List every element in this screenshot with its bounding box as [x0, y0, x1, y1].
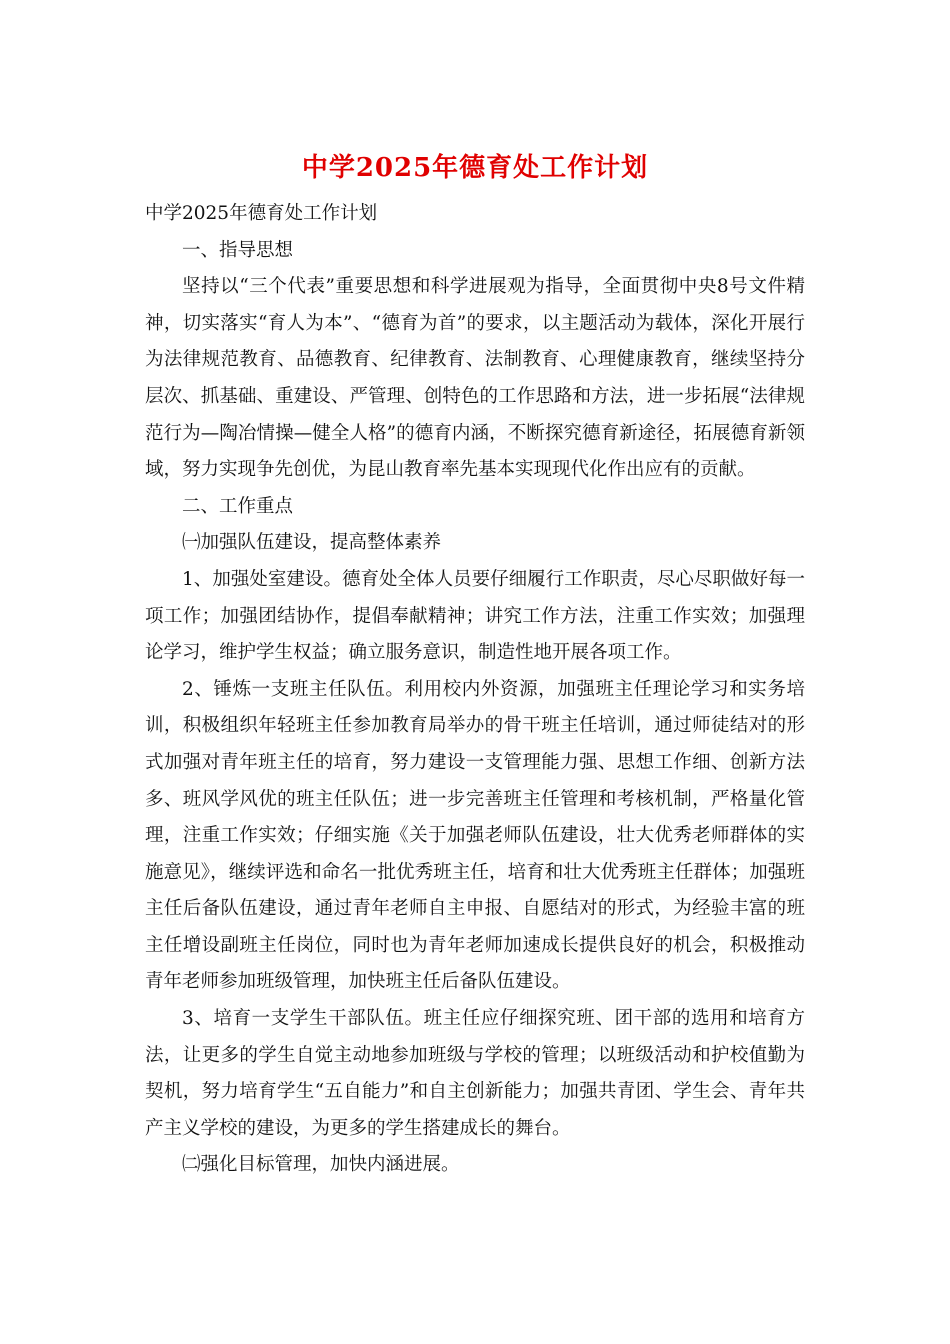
document-body	[145, 196, 805, 1184]
subheading-team-building: ㈠加强队伍建设，提高整体素养	[182, 532, 442, 554]
paragraph-class-teacher-team: 2、锤炼一支班主任队伍。利用校内外资源，加强班主任理论学习和实务培训，积极组织年轻班主任参加教育局举办的骨干班主任培训，通过师徒结对的形式加强对青年班主任的培育，努力建设一支管理能力强、思想工作细、创新方法多、班风学风优的班主任队伍；进一步完善班主任管理和考核机制，严格量化管理，注重工作实效；仔细实施《关于加强老师队伍建设，壮大优秀老师群体的实施意见》，继续评选和命名一批优秀班主任，培育和壮大优秀班主任群体；加强班主任后备队伍建设，通过青年老师自主申报、自愿结对的形式，为经验丰富的班主任增设副班主任岗位，同时也为青年老师加速成长提供良好的机会，积极推动青年老师参加班级管理，加快班主任后备队伍建设。	[145, 678, 805, 993]
document-subtitle: 中学2025年德育处工作计划	[145, 203, 378, 224]
section-heading-work-focus: 二、工作重点	[182, 495, 294, 517]
paragraph-office-building: 1、加强处室建设。德育处全体人员要仔细履行工作职责，尽心尽职做好每一项工作；加强团结协作，提倡奉献精神；讲究工作方法，注重工作实效；加强理论学习，维护学生权益；确立服务意识，制造性地开展各项工作。	[145, 568, 805, 664]
section-heading-guiding-ideology: 一、指导思想	[182, 239, 294, 261]
subheading-target-management: ㈡强化目标管理，加快内涵进展。	[182, 1154, 460, 1176]
paragraph-student-cadre-team: 3、培育一支学生干部队伍。班主任应仔细探究班、团干部的选用和培育方法，让更多的学生自觉主动地参加班级与学校的管理；以班级活动和护校值勤为契机，努力培育学生“五自能力”和自主创新能力；加强共青团、学生会、青年共产主义学校的建设，为更多的学生搭建成长的舞台。	[145, 1008, 805, 1139]
page-title: 中学2025年德育处工作计划	[301, 153, 649, 183]
paragraph-guiding-ideology: 坚持以“三个代表”重要思想和科学进展观为指导，全面贯彻中央8号文件精神，切实落实“育人为本”、“德育为首”的要求，以主题活动为载体，深化开展行为法律规范教育、品德教育、纪律教育、法制教育、心理健康教育，继续坚持分层次、抓基础、重建设、严管理、创特色的工作思路和方法，进一步拓展“法律规范行为—陶冶情操—健全人格”的德育内涵，不断探究德育新途径，拓展德育新领域，努力实现争先创优，为昆山教育率先基本实现现代化作出应有的贡献。	[145, 276, 805, 481]
